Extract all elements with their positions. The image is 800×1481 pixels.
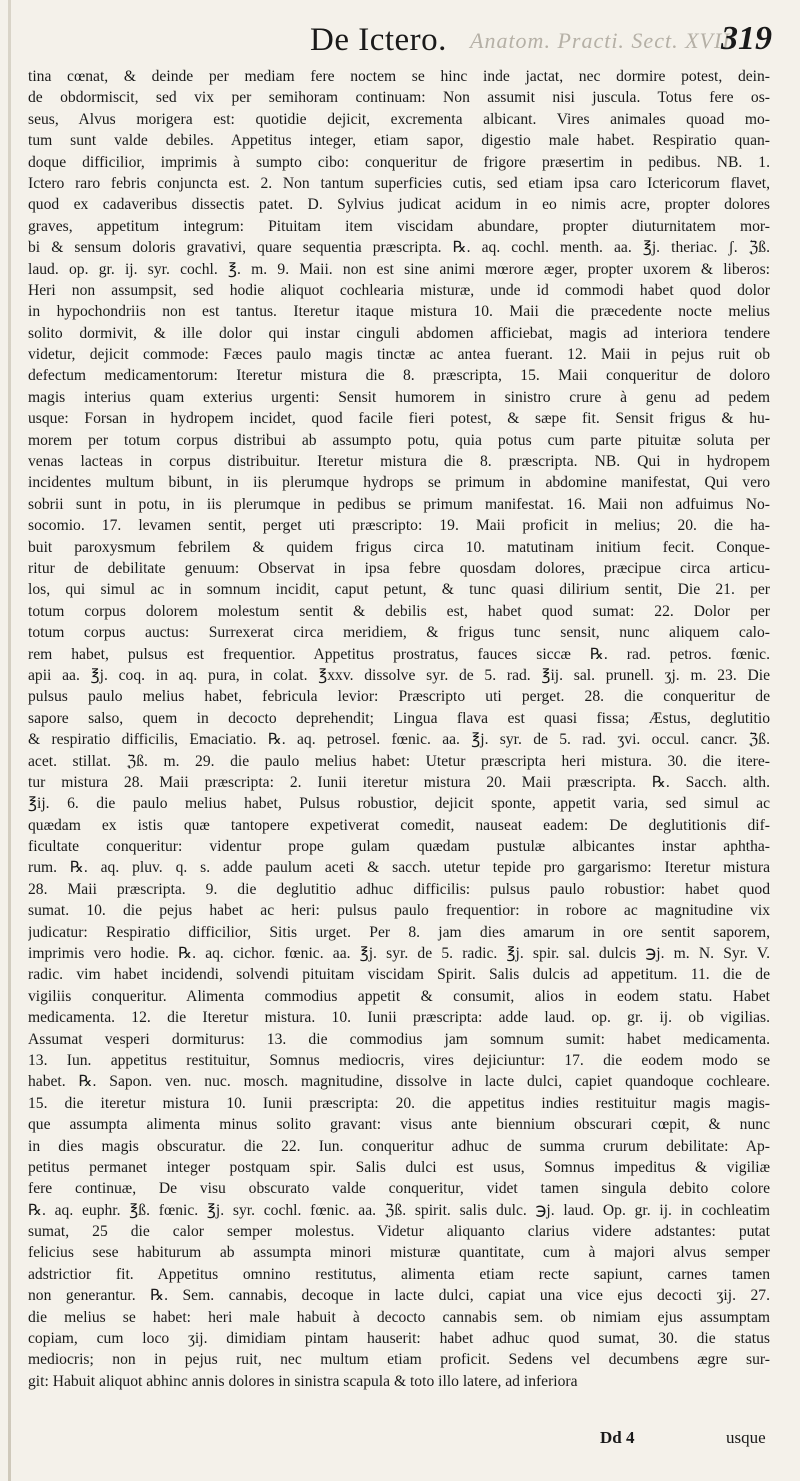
- text-line: fere continuæ, De visu obscurato valde conqueritur, videt tamen singula debito colore: [28, 1180, 770, 1198]
- text-line: los, qui simul ac in somnum incidit, caput petunt, & tunc quasi dilirium sentit, Die 21. per: [28, 581, 770, 599]
- text-line: bi & sensum doloris gravativi, quare sequentia præscripta. ℞. aq. cochl. menth. aa. ℥j. theriac. ʃ. ℨß.: [28, 239, 770, 257]
- text-line: Ictero raro febris conjuncta est. 2. Non tantum superficies cutis, sed etiam ipsa caro Ictericorum flavet,: [28, 174, 770, 192]
- text-line: non generantur. ℞. Sem. cannabis, decoque in lacte dulci, capiat una vice ejus decocti ʒij. 27.: [28, 1287, 770, 1305]
- text-line: venas lacteas in corpus distribuitur. Iteretur mistura die 8. præscripta. NB. Qui in hydropem: [28, 453, 770, 471]
- text-line: videtur, dejicit commode: Fæces paulo magis tinctæ ac antea fuerant. 12. Maii in pejus ruit ob: [28, 346, 770, 364]
- text-line: tina cœnat, & deinde per mediam fere noctem se hinc inde jactat, nec dormire potest, dein-: [28, 68, 770, 85]
- text-line: solito dormivit, & ille dolor qui instar cinguli abdomen afficiebat, magis ad interiora tendere: [28, 324, 770, 342]
- text-line: habet. ℞. Sapon. ven. nuc. mosch. magnitudine, dissolve in lacte dulci, capiet quandoque cochleare.: [28, 1073, 770, 1091]
- text-line: magis interius quam exterius urgenti: Sensit humorem in sinistro crure à genu ad pedem: [28, 388, 770, 406]
- text-line: doque difficilior, imprimis à sumpto cibo: conqueritur de frigore præsertim in pedibus. NB. 1.: [28, 153, 770, 171]
- text-line: in hypochondriis non est tantus. Iteretur itaque mistura 10. Maii die præcedente nocte melius: [28, 303, 770, 321]
- text-line: mediocris; non in pejus ruit, nec multum etiam proficit. Sedens vel decumbens ægre sur-: [28, 1351, 770, 1369]
- signature-mark: Dd 4: [600, 1428, 635, 1447]
- text-line: 28. Maii præscripta. 9. die deglutitio adhuc difficilis: pulsus paulo robustior: habet quod: [28, 880, 770, 898]
- text-line: laud. op. gr. ij. syr. cochl. ℥. m. 9. Maii. non est sine animi mœrore æger, propter uxorem & liberos:: [28, 260, 770, 278]
- running-header: [0, 18, 800, 64]
- text-line: quædam ex istis quæ tantopere expetiverat comedit, nauseat eadem: De deglutitionis dif-: [28, 816, 770, 834]
- text-line: Assumat vesperi dormiturus: 13. die commodius jam somnum sumit: habet medicamenta.: [28, 1030, 770, 1048]
- text-line: tur mistura 28. Maii præscripta: 2. Iunii iteretur mistura 20. Maii præscripta. ℞. Sacch. alth.: [28, 773, 770, 791]
- text-line: git: Habuit aliquot abhinc annis dolores in sinistra scapula & toto illo latere, ad inferiora: [28, 1372, 578, 1390]
- text-line: in dies magis obscuratur. die 22. Iun. conqueritur adhuc de summa crurum debilitate: Ap-: [28, 1137, 770, 1155]
- text-line: sapore salso, quem in decocto deprehendit; Lingua flava est quasi fissa; Æstus, deglutitio: [28, 709, 770, 727]
- text-line: seus, Alvus morigera est: quotidie dejicit, excrementa albicant. Vires animales quoad mo-: [28, 110, 770, 128]
- page-footer: [0, 1428, 800, 1458]
- text-line: ℥ij. 6. die paulo melius habet, Pulsus robustior, dejicit sponte, appetit varia, sed simul ac: [28, 795, 770, 813]
- text-line: judicatur: Respiratio difficilior, Sitis urget. Per 8. jam dies amarum in ore sentit saporem,: [28, 923, 770, 941]
- text-line: buit paroxysmum febrilem & quidem frigus circa 10. matutinam initium fecit. Conque-: [28, 538, 770, 556]
- catchword: usque: [726, 1428, 766, 1447]
- text-line: sobrii sunt in potu, in iis plerumque in pedibus se primum manifestat. 16. Maii non adfuimus No-: [28, 495, 770, 513]
- text-line: totum corpus auctus: Surrexerat circa meridiem, & frigus tunc sensit, nunc aliquem calo-: [28, 624, 770, 642]
- text-line: socomio. 17. levamen sentit, perget uti præscripto: 19. Maii proficit in melius; 20. die ha-: [28, 517, 770, 535]
- bleed-through-text: Anatom. Practi. Sect. XVII.: [470, 28, 738, 53]
- text-line: pulsus paulo melius habet, febricula levior: Præscripto uti perget. 28. die conqueritur de: [28, 688, 770, 706]
- text-line: totum corpus dolorem molestum sentit & debilis est, habet quod sumat: 22. Dolor per: [28, 602, 770, 620]
- text-line: & respiratio difficilis, Emaciatio. ℞. aq. petrosel. fœnic. aa. ℥j. syr. de 5. rad. ʒvi. occul. cancr. ℨß.: [28, 731, 770, 749]
- page-edge: [8, 0, 11, 1481]
- body-text: [28, 66, 770, 1392]
- text-line: rum. ℞. aq. pluv. q. s. adde paulum aceti & sacch. utetur tepide pro gargarismo: Iteretur mistura: [28, 859, 770, 877]
- page-number: 319: [721, 20, 772, 57]
- text-line: sumat, 25 die calor semper molestus. Videtur aliquanto clarius videre adstantes: putat: [28, 1223, 770, 1241]
- text-line: copiam, cum loco ʒij. dimidiam pintam hauserit: habet adhuc quod sumat, 30. die status: [28, 1330, 770, 1348]
- text-line: petitus permanet integer postquam spir. Salis dulci est usus, Somnus impeditus & vigiliæ: [28, 1158, 770, 1176]
- text-line: defectum medicamentorum: Iteretur mistura die 8. præscripta, 15. Maii conqueritur de doloro: [28, 367, 770, 385]
- text-line: 13. Iun. appetitus restituitur, Somnus mediocris, vires dejiciuntur: 17. die eodem modo se: [28, 1051, 770, 1069]
- text-line: de obdormiscit, sed vix per semihoram continuam: Non assumit nisi juscula. Totus fere os-: [28, 89, 770, 107]
- text-line: radic. vim habet incidendi, solvendi pituitam viscidam Spirit. Salis dulcis ad appetitum. 11. die de: [28, 966, 770, 984]
- text-line: imprimis vero hodie. ℞. aq. cichor. fœnic. aa. ℥j. syr. de 5. radic. ℥j. spir. sal. dulcis ℈j. m. N. Syr. V.: [28, 945, 770, 963]
- page-title: De Ictero.: [310, 22, 447, 58]
- text-line: graves, appetitum integrum: Pituitam item viscidam abundare, propter diuturnitatem mor-: [28, 217, 770, 235]
- text-line: ℞. aq. euphr. ℥ß. fœnic. ℥j. syr. cochl. fœnic. aa. ℨß. spirit. salis dulc. ℈j. laud. Op. gr. ij. in cochleatim: [28, 1201, 770, 1219]
- text-line: incidentes multum bibunt, in iis plerumque hydrops se primum in abdomine manifestat, Qui vero: [28, 474, 770, 492]
- text-line: morem per totum corpus distribui ab assumpto potu, quia potus cum parte pituitæ soluta per: [28, 431, 770, 449]
- text-line: quod ex cadaveribus dissectis patet. D. Sylvius judicat acidum in eo nimis acre, propter dolores: [28, 196, 770, 214]
- text-line: sumat. 10. die pejus habet ac heri: pulsus paulo frequentior: in robore ac magnitudine vix: [28, 902, 770, 920]
- text-line: tum sunt valde debiles. Appetitus integer, etiam sapor, digestio male habet. Respiratio quan-: [28, 132, 770, 150]
- text-line: 15. die iteretur mistura 10. Iunii præscripta: 20. die appetitus indies restituitur magis magis-: [28, 1094, 770, 1112]
- text-line: rem habet, pulsus est frequentior. Appetitus prostratus, fauces siccæ ℞. rad. petros. fœnic.: [28, 645, 770, 663]
- text-line: felicius sese habiturum ab assumpta minori misturæ quantitate, cum à majori alvus semper: [28, 1244, 770, 1262]
- text-line: ficultate conqueritur: videntur prope gulam quædam pustulæ albicantes instar aphtha-: [28, 838, 770, 856]
- text-line: adstrictior fit. Appetitus omnino restitutus, alimenta etiam recte sapiunt, carnes tamen: [28, 1265, 770, 1283]
- text-line: Heri non assumpsit, sed hodie aliquot cochlearia misturæ, unde id commodi habet quod dolor: [28, 281, 770, 299]
- text-line: que assumpta alimenta minus solito gravant: visus ante biennium obscurari cœpit, & nunc: [28, 1116, 770, 1134]
- text-line: acet. stillat. ℨß. m. 29. die paulo melius habet: Utetur præscripta heri mistura. 30. die itere-: [28, 752, 770, 770]
- text-line: vigiliis conqueritur. Alimenta commodius appetit & consumit, alios in eodem statu. Habet: [28, 987, 770, 1005]
- text-line: ritur de debilitate genuum: Observat in ipsa febre quosdam dolores, præcipue circa articu-: [28, 559, 770, 577]
- text-line: apii aa. ℥j. coq. in aq. pura, in colat. ℥xxv. dissolve syr. de 5. rad. ℥ij. sal. prunell. ʒj. m. 23. Die: [28, 666, 770, 684]
- text-line: die melius se habet: heri male habuit à decocto cannabis sem. ob nimiam ejus assumptam: [28, 1308, 770, 1326]
- text-line: usque: Forsan in hydropem incidet, quod facile fieri potest, & sæpe fit. Sensit frigus & hu-: [28, 410, 770, 428]
- text-line: medicamenta. 12. die Iteretur mistura. 10. Iunii præscripta: adde laud. op. gr. ij. ob vigilias.: [28, 1009, 770, 1027]
